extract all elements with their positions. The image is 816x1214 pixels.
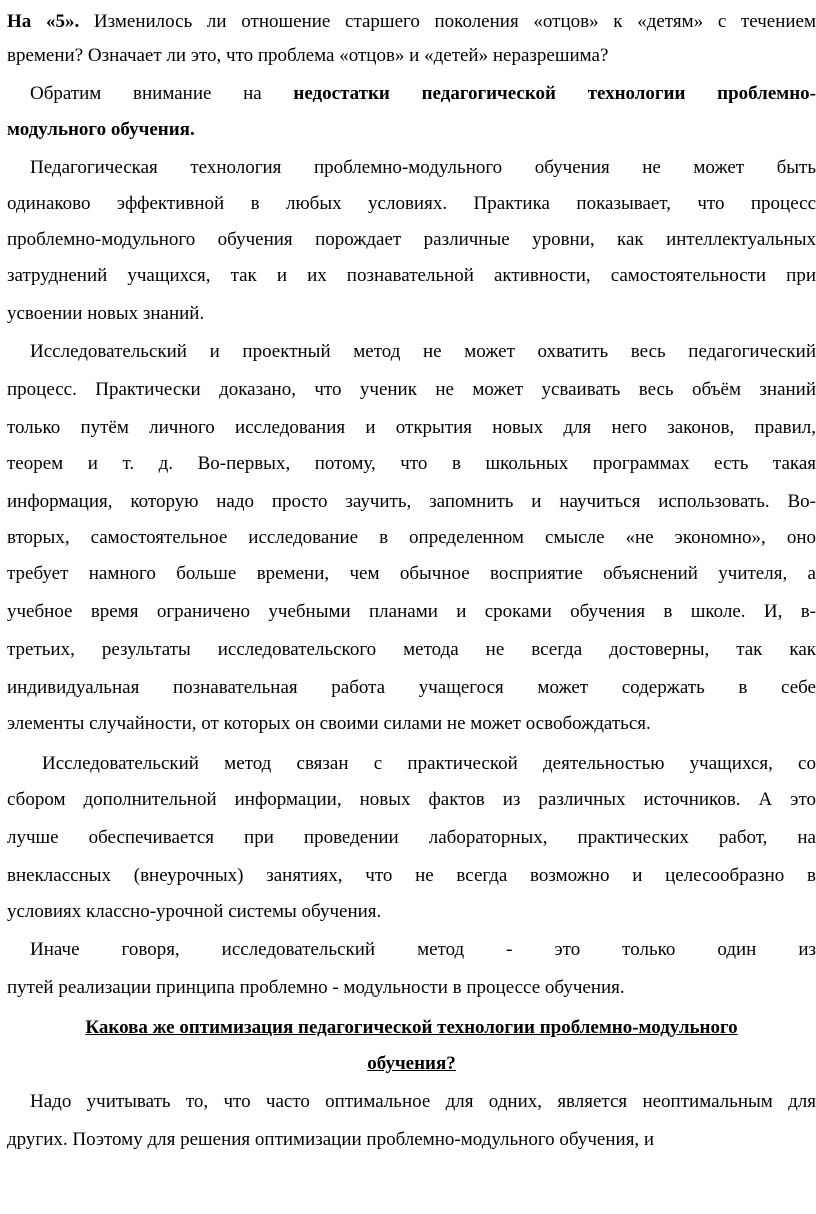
text-line (7, 670, 816, 707)
text-line (7, 296, 816, 333)
line-text: других. Поэтому для решения оптимизации проблемно-модульного обучения, и (7, 1129, 655, 1150)
line-text: вторых, самостоятельное исследование в определенном смысле «не экономно», оно (7, 527, 816, 548)
text-line (30, 932, 816, 969)
line-text: путей реализации принципа проблемно - модульности в процессе обучения. (7, 977, 625, 998)
text-line (7, 484, 816, 521)
line-text: требует намного больше времени, чем обычное восприятие объяснений учителя, а (7, 563, 816, 584)
line-text: времени? Означает ли это, что проблема «отцов» и «детей» неразрешима? (7, 45, 609, 66)
line-text: процесс. Практически доказано, что ученик не может усваивать весь объём знаний (7, 379, 816, 400)
line-text: лучше обеспечивается при проведении лабораторных, практических работ, на (7, 827, 816, 848)
line-text: проблемно-модульного обучения порождает различные уровни, как интеллектуальных (7, 229, 816, 250)
text-line (7, 556, 816, 593)
text-line (7, 222, 816, 259)
line-text: учебное время ограничено учебными планами и сроками обучения в школе. И, в- (7, 601, 816, 622)
bold-phrase: недостатки педагогической технологии проблемно- (293, 83, 816, 104)
text-line (7, 782, 816, 819)
text-line (7, 1046, 816, 1083)
text-line (30, 76, 816, 113)
text-line (7, 820, 816, 857)
text-line (7, 112, 816, 149)
text-line (7, 858, 816, 895)
text-line (30, 334, 816, 371)
section-heading: обучения? (367, 1053, 456, 1074)
text-line (30, 150, 816, 187)
line-text: одинаково эффективной в любых условиях. Практика показывает, что процесс (7, 193, 816, 214)
line-text: Исследовательский метод связан с практической деятельностью учащихся, со (42, 753, 816, 774)
line-text: сбором дополнительной информации, новых фактов из различных источников. А это (7, 789, 816, 810)
line-text: затруднений учащихся, так и их познавательной активности, самостоятельности при (7, 265, 816, 286)
line-text: усвоении новых знаний. (7, 303, 205, 324)
section-heading: Какова же оптимизация педагогической технологии проблемно-модульного (85, 1017, 738, 1038)
text-line (7, 1122, 816, 1159)
line-text: теорем и т. д. Во-первых, потому, что в школьных программах есть такая (7, 453, 816, 474)
text-line (7, 894, 816, 931)
text-line (7, 446, 816, 483)
line-text: условиях классно-урочной системы обучения. (7, 901, 382, 922)
line-text: Исследовательский и проектный метод не может охватить весь педагогический (30, 341, 816, 362)
text-line (30, 1084, 816, 1121)
line-text: Педагогическая технология проблемно-модульного обучения не может быть (30, 157, 816, 178)
text-line (7, 706, 816, 743)
text-line (7, 632, 816, 669)
line-text: информация, которую надо просто заучить, запомнить и научиться использовать. Во- (7, 491, 816, 512)
text-line (42, 746, 816, 783)
text-line (7, 258, 816, 295)
line-text: Надо учитывать то, что часто оптимальное для одних, является неоптимальным для (30, 1091, 816, 1112)
text-line (7, 1010, 816, 1047)
line-text: элементы случайности, от которых он своими силами не может освобождаться. (7, 713, 651, 734)
line-text: третьих, результаты исследовательского метода не всегда достоверны, так как (7, 639, 816, 660)
bold-phrase: модульного обучения. (7, 119, 195, 140)
text-line (7, 594, 816, 631)
text-line (7, 520, 816, 557)
line-text: Обратим внимание на (30, 83, 294, 104)
text-line (7, 970, 816, 1007)
line-text: Изменилось ли отношение старшего поколения «отцов» к «детям» с течением (79, 11, 816, 32)
line-text: только путём личного исследования и открытия новых для него законов, правил, (7, 417, 816, 438)
text-line (7, 4, 816, 41)
text-line (7, 410, 816, 447)
line-text: внеклассных (внеурочных) занятиях, что не всегда возможно и целесообразно в (7, 865, 816, 886)
text-line (7, 186, 816, 223)
text-line (7, 38, 816, 75)
text-line (7, 372, 816, 409)
line-text: индивидуальная познавательная работа учащегося может содержать в себе (7, 677, 816, 698)
bold-lead: На «5». (7, 11, 80, 32)
line-text: Иначе говоря, исследовательский метод - это только один из (30, 939, 816, 960)
